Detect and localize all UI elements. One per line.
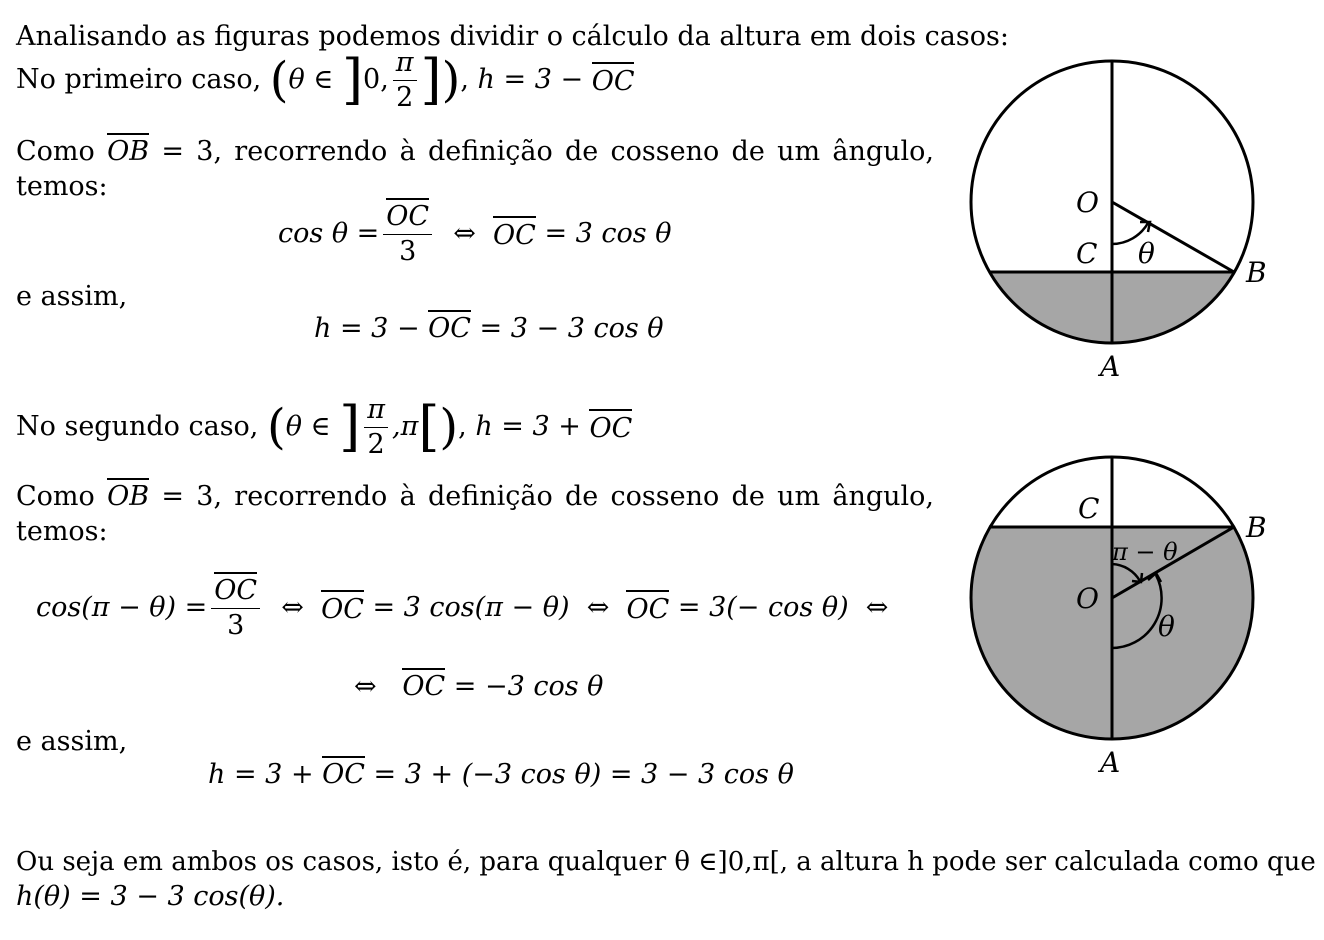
case1-h-expr: h = 3 − xyxy=(477,64,584,96)
paren-close: ) xyxy=(441,52,461,108)
eq-h-case2: h = 3 + OC = 3 + (−3 cos θ) = 3 − 3 cos θ xyxy=(208,758,794,792)
case2-pi-over-2: $\frac{\pi}{2}$ xyxy=(364,395,388,459)
eq-h-case1: h = 3 − OC = 3 − 3 cos θ xyxy=(314,312,664,346)
case1-oc: OC xyxy=(592,62,635,99)
bracket-2: ] xyxy=(420,48,442,111)
fig2-label-c: C xyxy=(1078,492,1100,525)
case1-in: ∈ xyxy=(313,64,334,96)
bracket-4: [ xyxy=(418,395,440,458)
conclusion-line-2: h(θ) = 3 − 3 cos(θ). xyxy=(16,881,285,912)
intro-text: Analisando as figuras podemos dividir o cálculo da altura em dois casos: xyxy=(16,21,1009,52)
case2-heading: No segundo caso, ( θ ∈ ] $\frac{\pi}{2}$ ,π [ ) , h = 3 + OC xyxy=(16,393,633,460)
paren-close-2: ) xyxy=(439,399,459,455)
e-assim-1: e assim, xyxy=(16,281,128,312)
case1-heading: No primeiro caso, ( θ ∈ ] 0, $\frac{\pi}{2}$ ] ) , h = 3 − OC xyxy=(16,46,635,113)
fig2-label-b: B xyxy=(1246,511,1267,544)
bracket-3: ] xyxy=(339,395,361,458)
case1-interval-start: 0, xyxy=(363,64,389,96)
frac-oc-3-b: $\frac{OC}{3}$ xyxy=(211,576,260,640)
fig1-radius-ob xyxy=(1112,202,1234,272)
fig1-label-a: A xyxy=(1100,350,1121,383)
eq-oc-minus-3cos: ⇔ OC = −3 cos θ xyxy=(354,670,603,704)
fig1-label-c: C xyxy=(1076,237,1098,270)
como-line-2: Como OB = 3, recorrendo à definição de cosseno de um ângulo, xyxy=(16,480,934,514)
ob-segment-2: OB xyxy=(107,478,149,512)
fig1-label-theta: θ xyxy=(1138,237,1155,270)
conclusion-line-1: Ou seja em ambos os casos, isto é, para qualquer θ ∈]0,π[, a altura h pode ser calculada como que xyxy=(16,847,1316,877)
case2-label: No segundo caso, xyxy=(16,411,259,443)
temos-1: temos: xyxy=(16,171,108,202)
fig2-label-o: O xyxy=(1076,582,1099,615)
fig2-label-a: A xyxy=(1100,746,1121,779)
figure-2-circle xyxy=(962,425,1267,785)
bracket-1: ] xyxy=(341,48,364,111)
figure-1-circle xyxy=(962,30,1267,390)
ob-segment: OB xyxy=(107,133,149,167)
temos-2: temos: xyxy=(16,516,108,547)
fig1-label-o: O xyxy=(1076,186,1099,219)
frac-oc-3: $\frac{OC}{3}$ xyxy=(383,202,432,266)
fig2-label-pi-minus-theta: π − θ xyxy=(1112,538,1178,566)
eq-cos-pi-minus-theta: cos(π − θ) = $\frac{OC}{3}$ ⇔ OC = 3 cos(π − θ) ⇔ OC = 3(− cos θ) ⇔ xyxy=(36,570,888,646)
case1-pi-over-2: $\frac{\pi}{2}$ xyxy=(393,48,417,112)
fig1-label-b: B xyxy=(1246,256,1267,289)
e-assim-2: e assim, xyxy=(16,726,128,757)
como-line-1: Como OB = 3, recorrendo à definição de cosseno de um ângulo, xyxy=(16,135,934,169)
eq-cos-theta: cos θ = $\frac{OC}{3}$ ⇔ OC = 3 cos θ xyxy=(278,196,671,272)
case1-theta: θ xyxy=(288,64,305,96)
paren-open: ( xyxy=(269,52,289,108)
paren-open-2: ( xyxy=(267,399,286,455)
fig2-label-theta: θ xyxy=(1158,610,1175,643)
case1-label: No primeiro caso, xyxy=(16,64,262,96)
